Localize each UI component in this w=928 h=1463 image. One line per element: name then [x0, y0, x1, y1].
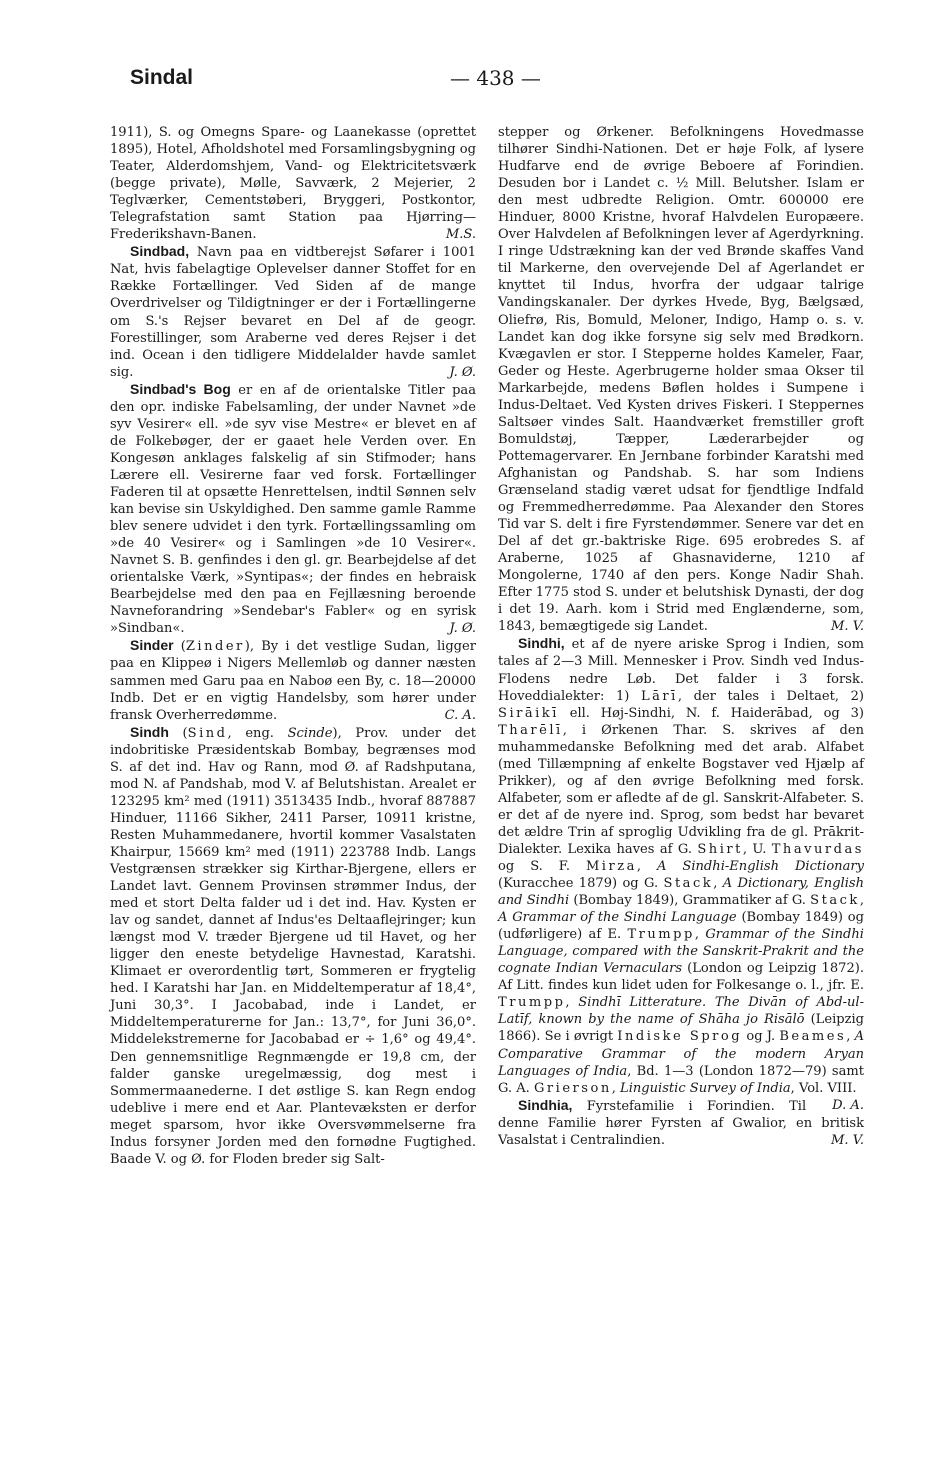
headword: Sinder	[130, 637, 174, 654]
right-column	[498, 124, 864, 1149]
entry-sinder: Sinder (Zinder), By i det vestlige Sudan, ligger paa en Klippeø i Nigers Mellemløb og danner næsten sammen med Garu paa en Naboø een By, c. 18—20000 Indb. Det er en vigtig Handelsby, som hører under fransk Overherredømme. C. A.	[110, 637, 476, 723]
entry-sindhi: Sindhi, et af de nyere ariske Sprog i Indien, som tales af 2—3 Mill. Mennesker i Prov. Sindh ved Indus-Flodens nedre Løb. Det falder i 3 forsk. Hoveddialekter: 1) Lārī, der tales i Deltaet, 2) Sirāikī ell. Høj-Sindhi, N. f. Haiderābad, og 3) Tharēlī, i Ørkenen Thar. S. skrives af den muhammedanske Befolkning med det arab. Alfabet (med Tillæmpning af enkelte Bogstaver ved Hjælp af Prikker), og af den øvrige Befolkning med forsk. Alfabeter, som er afledte af de gl. Sanskrit-Alfabeter. S. er det af de nyere ind. Sprog, som bedst har bevaret det ældre Trin af sproglig Udvikling fra de gl. Prākrit-Dialekter. Lexika haves af G. Shirt, U. Thavurdas og S. F. Mirza, A Sindhi-English Dictionary (Kuracchee 1879) og G. Stack, A Dictionary, English and Sindhi (Bombay 1849), Grammatiker af G. Stack, A Grammar of the Sindhi Language (Bombay 1849) og (udførligere) af E. Trumpp, Grammar of the Sindhi Language, compared with the Sanskrit-Prakrit and the cognate Indian Vernaculars (London og Leipzig 1872). Af Litt. findes kun lidet uden for Folkesange o. l., jfr. E. Trumpp, Sindhī Litterature. The Divān of Abd-ul-Latīf, known by the name of Shāha jo Risālō (Leipzig 1866). Se i øvrigt Indiske Sprog og J. Beames, A Comparative Grammar of the modern Aryan Languages of India, Bd. 1—3 (London 1872—79) samt G. A. Grierson, Linguistic Survey of India, Vol. VIII. D. A.	[498, 635, 865, 1113]
headword: Sindhia,	[518, 1096, 573, 1113]
entry-sindhia: Sindhia, Fyrstefamilie i Forindien. Til denne Familie hører Fyrsten af Gwalior, en britisk Vasalstat i Centralindien. M. V.	[498, 1096, 864, 1148]
entry-sindh-continued: stepper og Ørkener. Befolkningens Hovedmasse tilhører Sindhi-Nationen. Det er høje Folk, af lysere Hudfarve end de øvrige Beboere af Forindien. Desuden bor i Landet c. ½ Mill. Belutsher. Islam er den mest udbredte Religion. Omtr. 600000 ere Hinduer, 8000 Kristne, hvoraf Halvdelen Europæere. Over Halvdelen af Befolkningen lever af Agerdyrkning. I ringe Udstrækning kan der ved Brønde skaffes Vand til Markerne, den overvejende Del af Agerlandet er knyttet til Indus, hvorfra der udgaar talrige Vandingskanaler. Der dyrkes Hvede, Byg, Bælgsæd, Oliefrø, Ris, Bomuld, Meloner, Indigo, Hamp o. s. v. Landet kan dog ikke forsyne sig selv med Brødkorn. Kvægavlen er stor. I Stepperne holdes Kameler, Faar, Geder og Heste. Agerbrugerne holder smaa Okser til Markarbejde, medens Bøflen holdes i Sumpene i Indus-Deltaet. Ved Kysten drives Fiskeri. I Steppernes Saltsøer vindes Salt. Haandværket fremstiller groft Bomuldstøj, Tæpper, Læderarbejder og Pottemagervarer. En Jernbane forbinder Karatshi med Afghanistan og Pandshab. S. har som Indiens Grænseland stadig været udsat for fjendtlige Indfald og Fremmedherredømme. Paa Alexander den Stores Tid var S. delt i fire Fyrstendømmer. Senere var det en Del af det gr.-baktriske Rige. 695 erobredes S. af Araberne, 1025 af Ghasnaviderne, 1210 af Mongolerne, 1740 af den pers. Konge Nadir Shah. Efter 1775 stod S. under et belutshisk Dynasti, der dog i det 19. Aarh. kom i Strid med Englænderne, som, 1843, bemægtigede sig Landet. M. V.	[498, 125, 864, 635]
running-title: Sindal	[130, 66, 194, 89]
entry-sindbad: Sindbad, Navn paa en vidtberejst Søfarer i 1001 Nat, hvis fabelagtige Oplevelser danner Stoffet for en Række Fortællinger. Ved Siden af de mange Overdrivelser og Tildigtninger er der i Fortællingerne om S.'s Rejser bevaret en Del af de geogr. Forestillinger, som Araberne ved deres Rejser i det ind. Ocean i den tidligere Middelalder havde samlet sig. J. Ø.	[110, 243, 476, 380]
entry-sindbads-bog: Sindbad's Bog er en af de orientalske Titler paa den opr. indiske Fabelsamling, der under Navnet »de syv Vesirer« ell. »de syv vise Mestre« er blevet en af de Folkebøger, der er gaaet hele Verden over. En Kongesøn anklages falskelig af sin Stifmoder; hans Lærere ell. Vesirerne faar ved forsk. Fortællinger Faderen til at opsætte Henrettelsen, indtil Sønnen selv kan bevise sin Uskyldighed. Den samme gamle Ramme blev senere udvidet i den tyrk. Fortællingssamling om »de 40 Vesirer« og i Samlingen »de 10 Vesirer«. Navnet S. B. genfindes i den gl. gr. Bearbejdelse af det orientalske Værk, »Syntipas«; der findes en hebraisk Bearbejdelse med den paa en Fejllæsning beroende Navneforandring »Sendebar's Fabler« og en syrisk »Sindban«. J. Ø.	[110, 380, 476, 637]
author-signature: J. Ø.	[449, 621, 476, 637]
left-column	[110, 124, 476, 1168]
headword: Sindh	[130, 723, 169, 740]
page-number: — 438 —	[450, 66, 541, 90]
headword: Sindhi,	[518, 635, 565, 652]
page-header	[110, 64, 870, 104]
author-signature: M. V.	[831, 1132, 864, 1148]
author-signature: D. A.	[832, 1097, 864, 1113]
headword: Sindbad's Bog	[130, 380, 231, 397]
headword: Sindbad,	[130, 243, 190, 260]
author-signature: C. A.	[444, 707, 476, 723]
author-signature: J. Ø.	[449, 364, 476, 380]
entry-continuation: 1911), S. og Omegns Spare- og Laanekasse (oprettet 1895), Hotel, Afholdshotel med Forsamlingsbygning og Teater, Alderdomshjem, Vand- og Elektricitetsværk (begge private), Mølle, Savværk, 2 Mejerier, 2 Teglværker, Cementstøberi, Bryggeri, Postkontor, Telegrafstation samt Station paa Hjørring—Frederikshavn-Banen. M.S.	[110, 125, 476, 243]
author-signature: M. V.	[831, 619, 864, 635]
author-signature: M.S.	[445, 227, 476, 243]
entry-sindh: Sindh (Sind, eng. Scinde), Prov. under det indobritiske Præsidentskab Bombay, begrænses mod S. af det ind. Hav og Rann, mod Ø. af Radshputana, mod N. af Pandshab, mod V. af Belutshistan. Arealet er 123295 km² med (1911) 3513435 Indb., hvoraf 887887 Hinduer, 11166 Sikher, 2411 Parser, 10911 kristne, Resten Muhammedanere, hvortil kommer Vasalstaten Khairpur, 15669 km² med (1911) 223788 Indb. Langs Vestgrænsen strækker sig Kirthar-Bjergene, ellers er Landet lavt. Gennem Provinsen strømmer Indus, der med et stort Delta falder ud i det ind. Hav. Kysten er lav og sandet, dannet af Indus'es Deltaaflejringer; kun længst mod V. træder Bjergene ud til Havet, og her ligger den eneste betydelige Havnestad, Karatshi. Klimaet er overordentlig tørt, Sommeren er frygtelig hed. I Karatshi har Jan. en Middeltemperatur af 18,4°, Juni 30,3°. I Jacobabad, inde i Landet, er Middeltemperaturerne for Jan.: 13,7°, for Juni 36,0°. Middelekstremerne for Jacobabad er ÷ 1,6° og 49,4°. Den gennemsnitlige Regnmængde er 19,8 cm, der falder ganske uregelmæssig, dog mest i Sommermaanederne. I det østlige S. kan Regn endog udeblive i mere end et Aar. Plantevæksten er derfor meget sparsom, hvor ikke Oversvømmelserne fra Indus forsyner Jorden med den fornødne Fugtighed. Baade V. og Ø. for Floden breder sig Salt-	[110, 723, 476, 1167]
